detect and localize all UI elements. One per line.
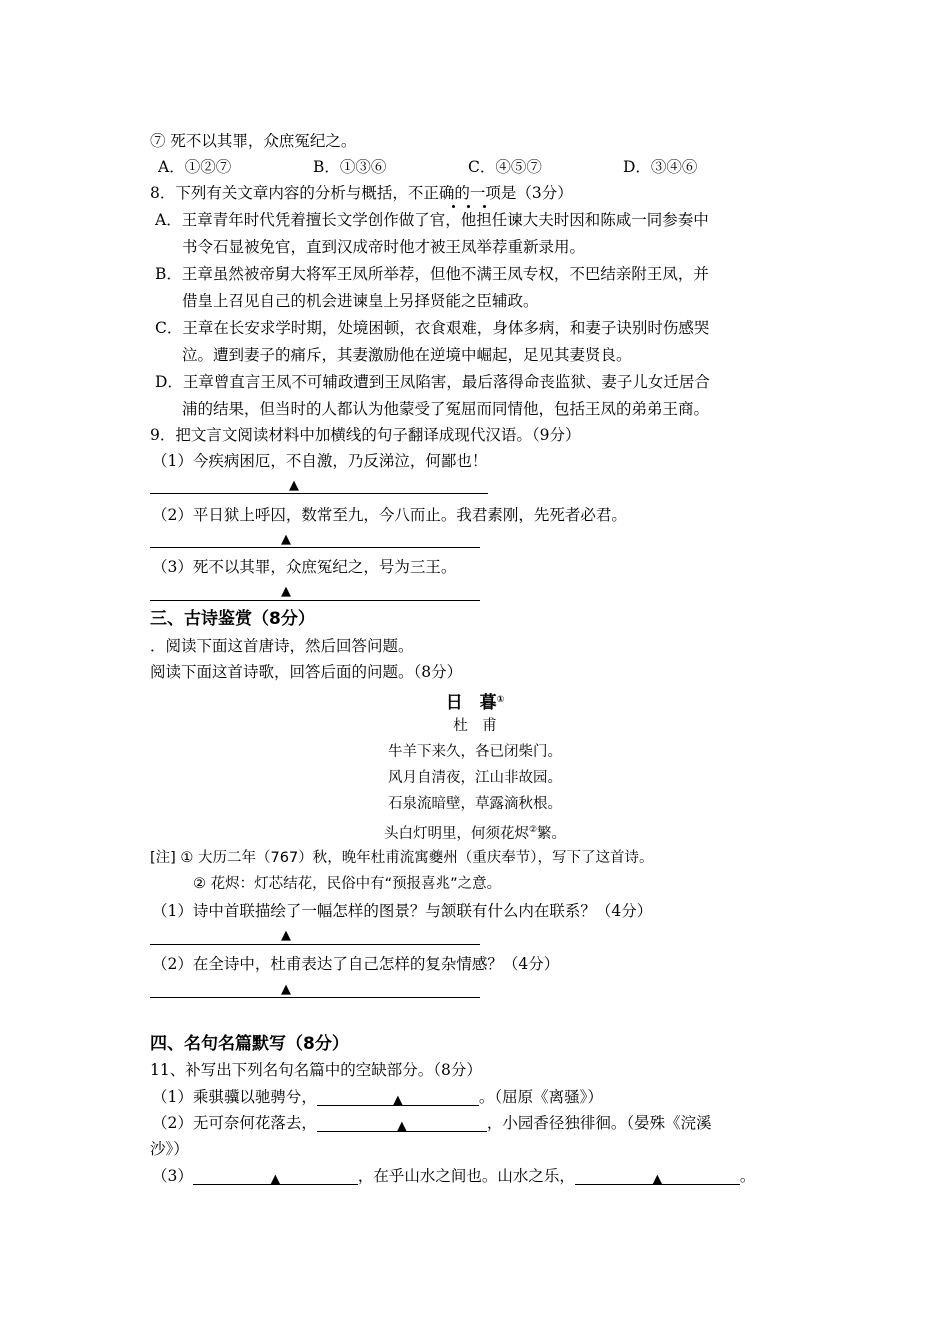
answer-marker: ▲ xyxy=(289,478,299,493)
q8-option-b-line1: B．王章虽然被帝舅大将军王凤所举荐，但他不满王凤专权，不巴结亲附王凤，并 xyxy=(155,265,709,283)
poem-line-4-end: 繁。 xyxy=(537,826,567,842)
footnote-mark: ① xyxy=(496,695,505,705)
poem-line-4 xyxy=(0,820,950,844)
emphasis-dot xyxy=(483,205,486,208)
q8-option-c-line1: C．王章在长安求学时期，处境困顿，衣食艰难，身体多病，和妻子诀别时伤感哭 xyxy=(155,319,710,337)
poem-question-1: （1）诗中首联描绘了一幅怎样的图景？与颔联有什么内在联系？（4分） xyxy=(152,902,653,920)
q8-option-d-line1: D．王章曾直言王凤不可辅政遭到王凤陷害，最后落得命丧监狱、妻子儿女迁居合 xyxy=(155,373,710,391)
q9-sentence-2: （2）平日狱上呼囚，数常至九，今八而止。我君素刚，先死者必君。 xyxy=(152,506,627,524)
poem-note-2: ② 花烬：灯芯结花，民俗中有“预报喜兆”之意。 xyxy=(193,876,502,892)
q7-option-d: D．③④⑥ xyxy=(623,158,698,176)
emphasis-dot xyxy=(467,205,470,208)
poem-question-2: （2）在全诗中，杜甫表达了自己怎样的复杂情感？（4分） xyxy=(152,955,560,973)
answer-marker: ▲ xyxy=(396,1119,407,1134)
fill-blank[interactable] xyxy=(317,1089,479,1106)
answer-marker: ▲ xyxy=(652,1172,663,1187)
answer-marker: ▲ xyxy=(281,532,291,547)
q7-option-c: C．④⑤⑦ xyxy=(468,158,542,176)
answer-line[interactable] xyxy=(150,547,480,548)
emphasis-dot xyxy=(452,205,455,208)
answer-marker: ▲ xyxy=(270,1172,281,1187)
recitation-3-suffix: 。 xyxy=(739,1167,756,1185)
recitation-2-suffix: ，小园香径独徘徊。（晏殊《浣溪 xyxy=(486,1114,712,1132)
answer-marker: ▲ xyxy=(281,584,291,599)
poem-title-wrap xyxy=(0,690,950,713)
recitation-line-2-cont: 沙》） xyxy=(150,1140,189,1158)
recitation-3-prefix: （3） xyxy=(152,1167,193,1185)
answer-marker: ▲ xyxy=(281,982,291,997)
q7-option-a: A．①②⑦ xyxy=(158,158,232,176)
poem-line-4-text: 头白灯明里，何须花烬 xyxy=(383,826,529,842)
q8-option-d-line2: 浦的结果，但当时的人都认为他蒙受了冤屈而同情他，包括王凤的弟弟王商。 xyxy=(182,400,710,418)
poem-line-1: 牛羊下来久，各已闭柴门。 xyxy=(388,744,562,760)
section-3-heading: 三、古诗鉴赏（8分） xyxy=(150,609,315,629)
poem-line-2: 风月自清夜，江山非故园。 xyxy=(388,770,562,786)
answer-marker: ▲ xyxy=(281,928,291,943)
fill-blank[interactable] xyxy=(575,1168,740,1185)
q9-stem: 9．把文言文阅读材料中加横线的句子翻译成现代汉语。（9分） xyxy=(150,426,581,444)
recitation-line-1 xyxy=(152,1087,603,1107)
q8-option-b-line2: 借皇上召见自己的机会进谏皇上另择贤能之臣辅政。 xyxy=(182,292,539,310)
poem-line-3: 石泉流暗壁，草露滴秋根。 xyxy=(388,796,562,812)
q9-sentence-1: （1）今疾病困厄，不自激，乃反涕泣，何鄙也！ xyxy=(152,452,488,470)
answer-line[interactable] xyxy=(150,493,488,494)
q8-option-a-line1: A．王章青年时代凭着擅长文学创作做了官，他担任谏大夫时因和陈咸一同参奏中 xyxy=(155,211,709,229)
recitation-1-suffix: 。（屈原《离骚》） xyxy=(478,1088,603,1106)
q7-option-b: B．①③⑥ xyxy=(313,158,387,176)
recitation-2-prefix: （2）无可奈何花落去， xyxy=(152,1114,317,1132)
q7-item7: ⑦ 死不以其罪，众庶冤纪之。 xyxy=(150,132,357,150)
answer-line[interactable] xyxy=(150,600,480,601)
recitation-1-prefix: （1）乘骐骥以驰骋兮， xyxy=(152,1088,317,1106)
answer-line[interactable] xyxy=(150,997,480,998)
answer-marker: ▲ xyxy=(392,1093,403,1108)
fill-blank[interactable] xyxy=(317,1115,487,1132)
q9-sentence-3: （3）死不以其罪，众庶冤纪之，号为三王。 xyxy=(152,558,457,576)
poem-note-1: [注] ① 大历二年（767）秋，晚年杜甫流寓夔州（重庆奉节），写下了这首诗。 xyxy=(150,850,654,866)
answer-line[interactable] xyxy=(150,944,480,945)
section-4-heading: 四、名句名篇默写（8分） xyxy=(150,1034,349,1054)
q8-stem: 8．下列有关文章内容的分析与概括，不正确的一项是（3分） xyxy=(150,184,573,202)
fill-blank[interactable] xyxy=(193,1168,358,1185)
poem-title: 日 暮 xyxy=(445,693,497,713)
recitation-line-2 xyxy=(152,1113,712,1133)
recitation-3-middle: ，在乎山水之间也。山水之乐， xyxy=(357,1167,575,1185)
section-3-intro-2: 阅读下面这首诗歌，回答后面的问题。（8分） xyxy=(150,663,463,681)
footnote-mark: ② xyxy=(528,825,538,835)
poem-author: 杜 甫 xyxy=(453,718,497,734)
section-4-stem: 11、补写出下列名句名篇中的空缺部分。（8分） xyxy=(150,1061,482,1079)
q8-option-a-line2: 书令石显被免官，直到汉成帝时他才被王凤举荐重新录用。 xyxy=(182,238,586,256)
q8-option-c-line2: 泣。遭到妻子的痛斥，其妻激励他在逆境中崛起，足见其妻贤良。 xyxy=(182,346,632,364)
recitation-line-3 xyxy=(152,1166,755,1186)
section-3-intro-1: ．阅读下面这首唐诗，然后回答问题。 xyxy=(150,637,414,655)
